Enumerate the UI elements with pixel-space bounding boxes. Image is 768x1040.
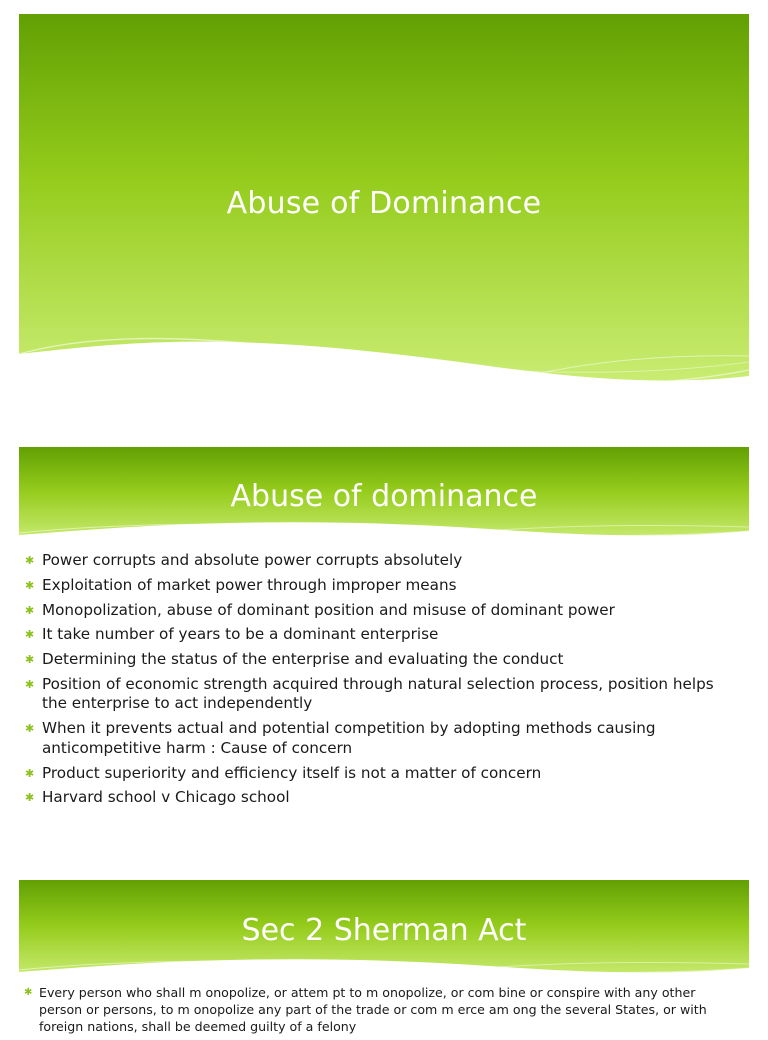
title-slide	[19, 14, 749, 392]
list-item: ✱ Power corrupts and absolute power corrupts absolutely	[25, 551, 463, 569]
asterisk-bullet-icon: ✱	[25, 766, 35, 780]
list-item: ✱ Determining the status of the enterprise and evaluating the conduct	[25, 650, 564, 669]
list-item: ✱ Every person who shall m onopolize, or attem pt to m onopolize, or com bine or conspire with any other person or persons, to m onopolize any part of the trade or com m erce am ong the several States, or with foreign nations, shall be deemed guilty of a felony	[24, 985, 707, 1034]
bullet-list	[19, 984, 741, 1040]
asterisk-bullet-icon: ✱	[25, 653, 35, 667]
asterisk-bullet-icon: ✱	[25, 791, 35, 805]
content-slide-sherman	[19, 880, 749, 1040]
slide-title: Sec 2 Sherman Act	[241, 913, 527, 948]
asterisk-bullet-icon: ✱	[25, 578, 35, 592]
list-item: ✱ Harvard school v Chicago school	[25, 788, 290, 807]
slide-title: Abuse of Dominance	[226, 186, 542, 221]
bullet-list	[19, 551, 741, 813]
slide-title: Abuse of dominance	[230, 479, 538, 514]
asterisk-bullet-icon: ✱	[24, 987, 33, 998]
list-item: ✱ Product superiority and efficiency itself is not a matter of concern	[25, 763, 542, 782]
content-slide-abuse	[19, 447, 749, 821]
list-item: ✱ Monopolization, abuse of dominant position and misuse of dominant power	[25, 600, 615, 619]
asterisk-bullet-icon: ✱	[25, 603, 35, 617]
asterisk-bullet-icon: ✱	[25, 677, 35, 691]
list-item: ✱ When it prevents actual and potential competition by adopting methods causing anticompetitive harm : Cause of concern	[25, 719, 656, 757]
list-item: ✱ Exploitation of market power through improper means	[25, 575, 457, 594]
list-item: ✱ It take number of years to be a dominant enterprise	[25, 625, 439, 644]
list-item: ✱ Position of economic strength acquired through natural selection process, position helps the enterprise to act independently	[25, 674, 714, 713]
asterisk-bullet-icon: ✱	[25, 722, 35, 736]
asterisk-bullet-icon: ✱	[25, 628, 35, 642]
asterisk-bullet-icon: ✱	[25, 554, 35, 567]
